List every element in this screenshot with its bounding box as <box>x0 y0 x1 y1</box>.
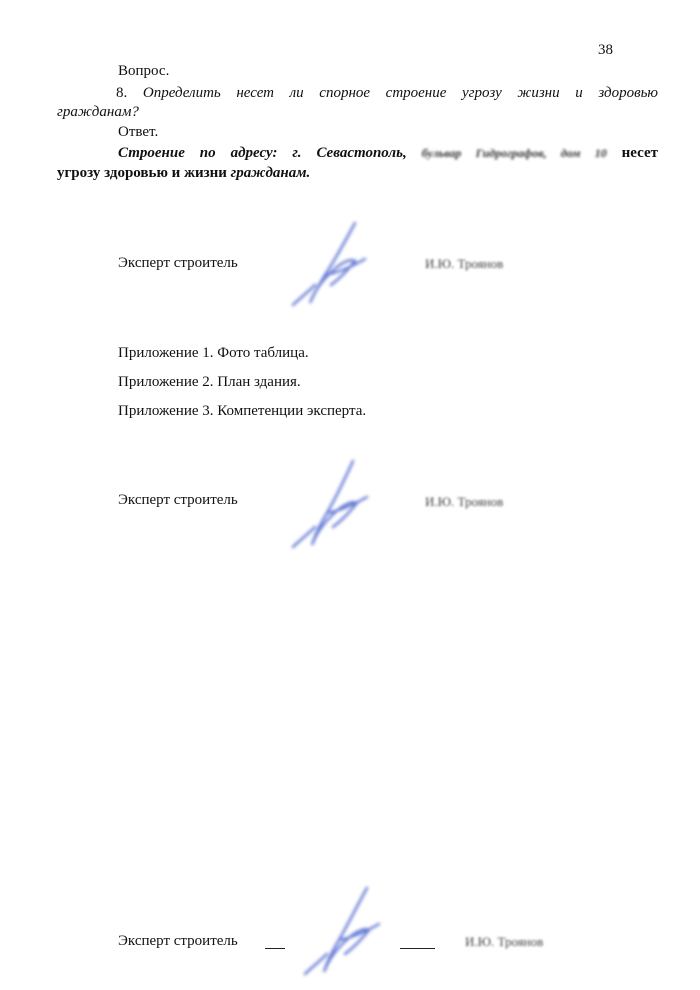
signature-1 <box>285 215 395 315</box>
signature-blank-right <box>400 948 435 949</box>
question-text-line2: гражданам? <box>57 104 139 120</box>
answer-part3: угрозу здоровью и жизни <box>57 165 227 181</box>
answer-address-redacted: бульвар Гидрографов, дом 10 <box>421 146 607 160</box>
answer-label: Ответ. <box>118 124 159 140</box>
answer-part2: несет <box>621 145 659 161</box>
question-label: Вопрос. <box>118 63 170 79</box>
answer-text-line2 <box>57 165 310 182</box>
signature-role-1: Эксперт строитель <box>118 255 238 271</box>
answer-part1: Строение по адресу: г. Севастополь, <box>118 145 407 161</box>
answer-part4: гражданам. <box>230 165 311 181</box>
answer-text-line1 <box>118 145 658 162</box>
attachment-2: Приложение 2. План здания. <box>118 374 301 390</box>
question-number: 8. <box>116 85 128 101</box>
signature-name-3: И.Ю. Троянов <box>465 934 544 949</box>
page-number: 38 <box>598 42 613 58</box>
question-text: Определить несет ли спорное строение угрозу жизни и здоровью <box>142 85 658 101</box>
signature-role-3: Эксперт строитель <box>118 933 238 949</box>
question-text-line1 <box>116 85 658 102</box>
signature-blank-left <box>265 948 285 949</box>
signature-name-2: И.Ю. Троянов <box>425 494 504 509</box>
signature-role-2: Эксперт строитель <box>118 492 238 508</box>
signature-2 <box>285 455 395 555</box>
attachment-1: Приложение 1. Фото таблица. <box>118 345 309 361</box>
signature-3 <box>295 880 405 985</box>
signature-name-1: И.Ю. Троянов <box>425 256 504 271</box>
attachment-3: Приложение 3. Компетенции эксперта. <box>118 403 367 419</box>
